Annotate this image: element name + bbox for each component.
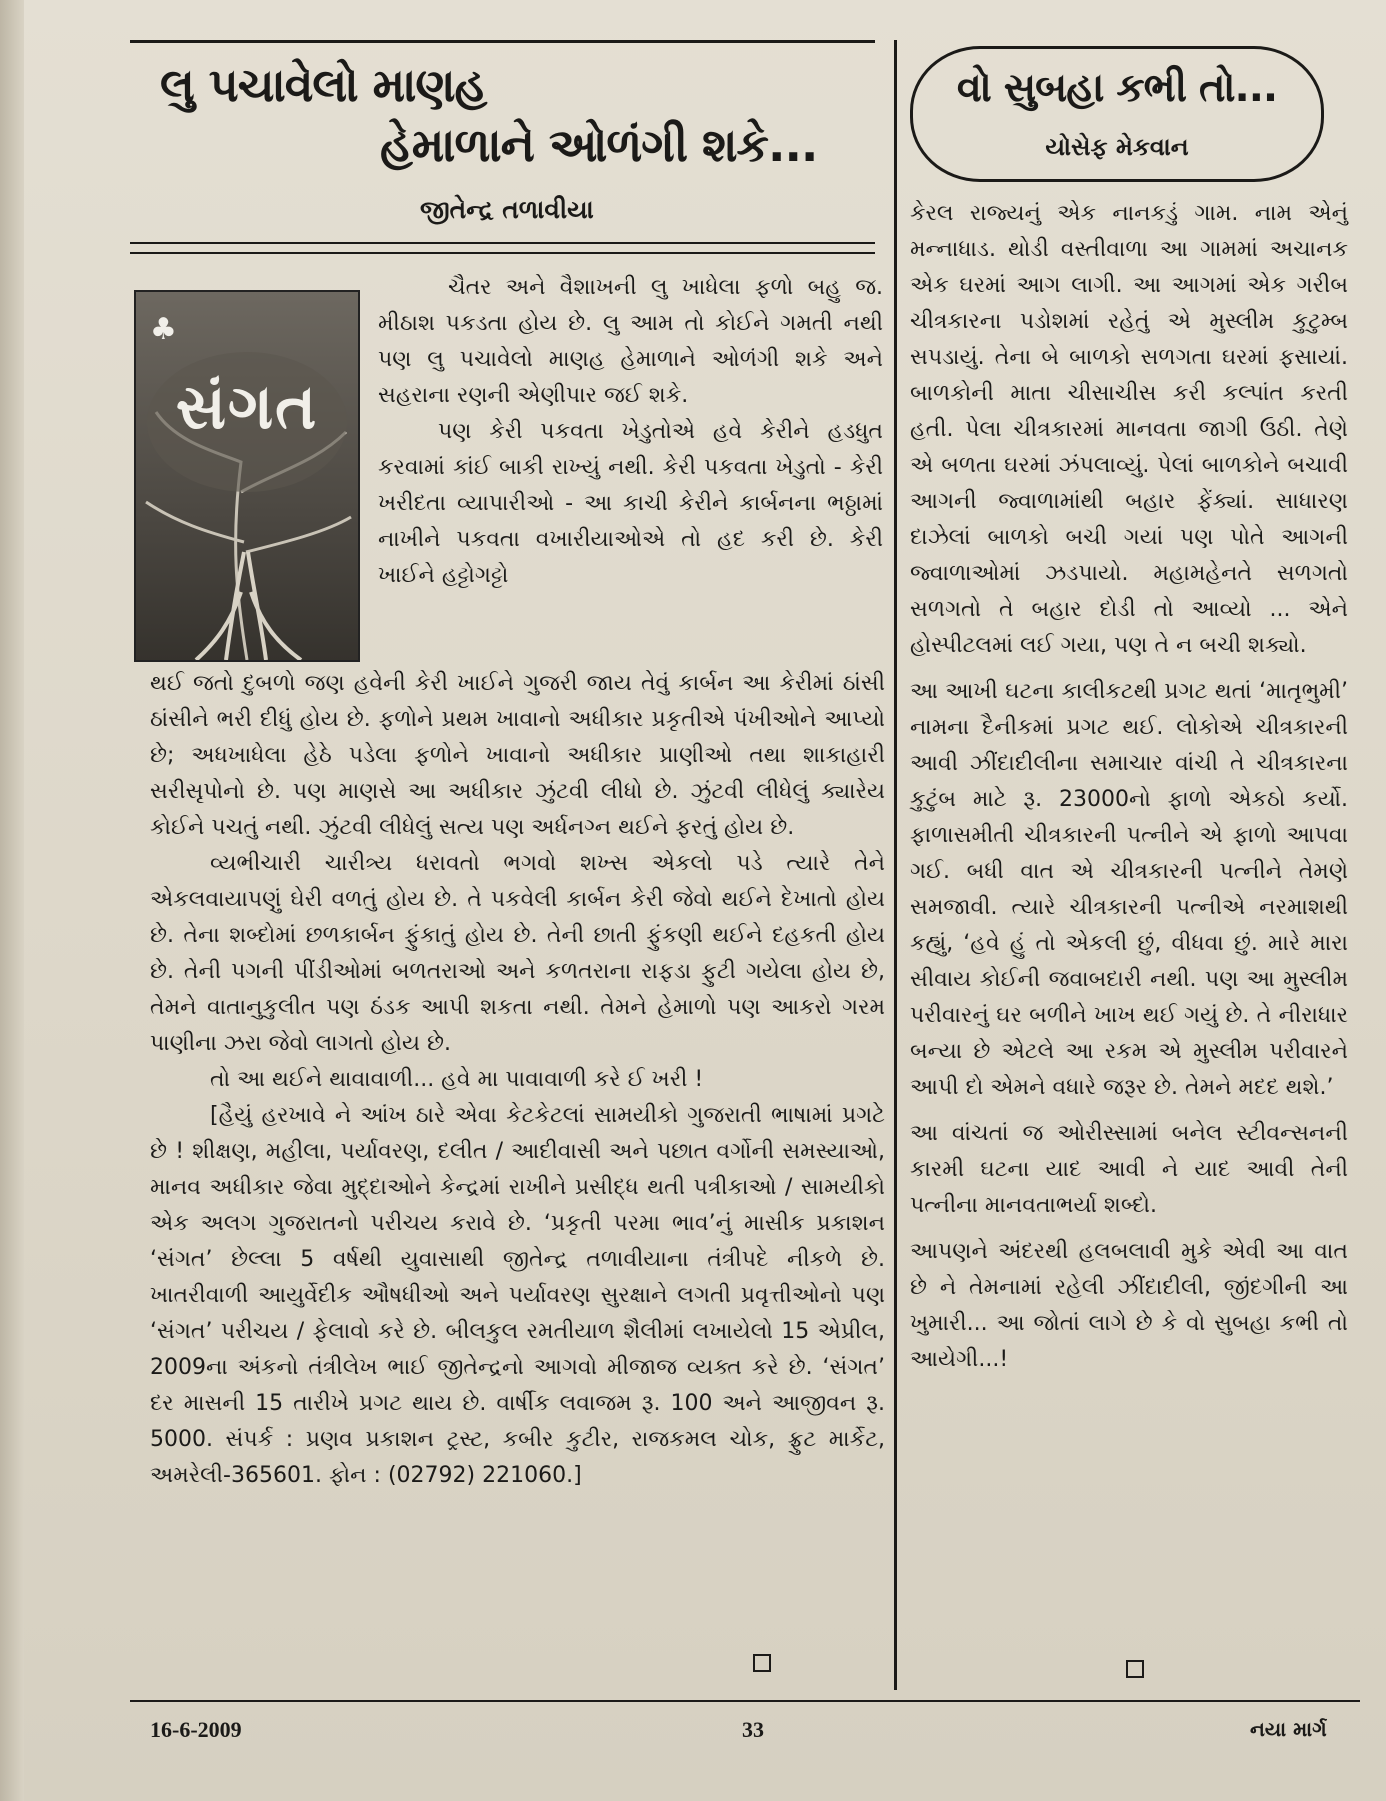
paragraph: [હૈયું હરખાવે ને આંખ ઠારે એવા કેટકેટલાં સામયીકો ગુજરાતી ભાષામાં પ્રગટે છે ! શીક્ષણ, મહીલા, પર્યાવરણ, દલીત / આદીવાસી અને પછાત વર્ગોની સમસ્યાઓ, માનવ અધીકાર જેવા મુદ્દાઓને કેન્દ્રમાં રાખીને પ્રસીદ્ધ થતી પત્રીકાઓ / સામયીકો એક અલગ ગુજરાતનો પરીચય કરાવે છે. ‘પ્રકૃતી પરમા ભાવ’નું માસીક પ્રકાશન ‘સંગત’ છેલ્લા 5 વર્ષથી યુવાસાથી જીતેન્દ્ર તળાવીયાના તંત્રીપદે નીકળે છે. ખાતરીવાળી આયુર્વેદીક ઔષધીઓ અને પર્યાવરણ સુરક્ષાને લગતી પ્રવૃત્તીઓનો પણ ‘સંગત’ પરીચય / ફેલાવો કરે છે. બીલકુલ રમતીયાળ શૈલીમાં લખાયેલો 15 એપ્રીલ, 2009ના અંકનો તંત્રીલેખ ભાઈ જીતેન્દ્રનો આગવો મીજાજ વ્યક્ત કરે છે. ‘સંગત’ દર માસની 15 તારીખે પ્રગટ થાય છે. વાર્ષીક લવાજમ રૂ. 100 અને આજીવન રૂ. 5000. સંપર્ક : પ્રણવ પ્રકાશન ટ્રસ્ટ, કબીર કુટીર, રાજકમલ ચોક, ફ્રુટ માર્કેટ, અમરેલી-365601. ફોન : (02792) 221060.]	[150, 1103, 885, 1488]
paragraph: આપણને અંદરથી હલબલાવી મુકે એવી આ વાત છે ને તેમનામાં રહેલી ઝીંદાદીલી, જીંદગીની આ ખુમારી... આ જોતાં લાગે છે કે વો સુબહા કભી તો આયેગી...!	[910, 1239, 1348, 1372]
magazine-logo-icon: ♣	[150, 312, 177, 347]
paragraph: થઈ જતો દુબળો જણ હવેની કેરી ખાઈને ગુજરી જાય તેવું કાર્બન આ કેરીમાં ઠાંસી ઠાંસીને ભરી દીધું હોય છે. ફળોને પ્રથમ ખાવાનો અધીકાર પ્રકૃતીએ પંખીઓને આપ્યો છે; અધખાધેલા હેઠે પડેલા ફળોને ખાવાનો અધીકાર પ્રાણીઓ તથા શાકાહારી સરીસૃપોનો છે. પણ માણસે આ અધીકાર ઝુંટવી લીધો છે. ઝુંટવી લીધેલું ક્યારેય કોઈને પચતું નથી. ઝુંટવી લીધેલું સત્ય પણ અર્ધનગ્ન થઈને ફરતું હોય છે.	[150, 671, 885, 840]
magazine-name: નયા માર્ગ	[1250, 1717, 1327, 1741]
byline-rule-double	[130, 252, 875, 254]
paragraph: આ આખી ઘટના કાલીકટથી પ્રગટ થતાં ‘માતૃભુમી’ નામના દૈનીકમાં પ્રગટ થઈ. લોકોએ ચીત્રકારની આવી ઝીંદાદીલીના સમાચાર વાંચી તે ચીત્રકારના કુટુંબ માટે રૂ. 23000નો ફાળો એકઠો કર્યો. ફાળાસમીતી ચીત્રકારની પત્નીને એ ફાળો આપવા ગઈ. બધી વાત એ ચીત્રકારની પત્નીને તેમણે સમજાવી. ત્યારે ચીત્રકારની પત્નીએ નરમાશથી કહ્યું, ‘હવે હું તો એકલી છું, વીધવા છું. મારે મારા સીવાય કોઈની જવાબદારી નથી. પણ આ મુસ્લીમ પરીવારનું ઘર બળીને ખાખ થઈ ગયું છે. તે નીરાધાર બન્યા છે એટલે આ રકમ એ મુસ્લીમ પરીવારને આપી દો એમને વધારે જરૂર છે. તેમને મદદ થશે.’	[910, 679, 1348, 1100]
left-byline: જીતેન્દ્ર તળાવીયા	[420, 195, 594, 224]
column-divider	[894, 40, 897, 1690]
left-article-full-text	[150, 666, 885, 1494]
left-article-top-text	[378, 270, 883, 594]
paragraph: આ વાંચતાં જ ઓરીસ્સામાં બનેલ સ્ટીવન્સનની કારમી ઘટના યાદ આવી ને યાદ આવી તેની પત્નીના માનવતાભર્યા શબ્દો.	[910, 1121, 1348, 1218]
right-article-title: વો સુબહા કભી તો...	[956, 65, 1278, 111]
paragraph: કેરલ રાજ્યનું એક નાનકડું ગામ. નામ એનું મન્નાધાડ. થોડી વસ્તીવાળા આ ગામમાં અચાનક એક ઘરમાં આગ લાગી. આ આગમાં એક ગરીબ ચીત્રકારના પડોશમાં રહેતું એ મુસ્લીમ કુટુમ્બ સપડાયું. તેના બે બાળકો સળગતા ઘરમાં ફસાયાં. બાળકોની માતા ચીસાચીસ કરી કલ્પાંત કરતી હતી. પેલા ચીત્રકારમાં માનવતા જાગી ઉઠી. તેણે એ બળતા ઘરમાં ઝંપલાવ્યું. પેલાં બાળકોને બચાવી આગની જ્વાળામાંથી બહાર ફેંક્યાં. સાધારણ દાઝેલાં બાળકો બચી ગયાં પણ પોતે આગની જ્વાળાઓમાં ઝડપાયો. મહામહેનતે સળગતો સળગતો તે બહાર દોડી તો આવ્યો ... એને હોસ્પીટલમાં લઈ ગયા, પણ તે ન બચી શક્યો.	[910, 201, 1348, 658]
left-headline-line1: લુ પચાવેલો માણહ	[160, 58, 487, 112]
page-edge	[0, 0, 24, 1801]
right-article-text	[910, 196, 1348, 1388]
magazine-cover-image	[134, 290, 360, 662]
right-title-box	[910, 46, 1324, 182]
byline-rule	[130, 242, 875, 244]
paragraph: વ્યભીચારી ચારીત્ર્ય ધરાવતો ભગવો શખ્સ એકલો પડે ત્યારે તેને એકલવાયાપણું ઘેરી વળતું હોય છે. તે પકવેલી કાર્બન કેરી જેવો થઈને દેખાતો હોય છે. તેના શબ્દોમાં છળકાર્બન ફુંકાતું હોય છે. તેની છાતી ફુંકણી થઈને દહકતી હોય છે. તેની પગની પીંડીઓમાં બળતરાઓ અને કળતરાના રાફડા ફુટી ગયેલા હોય છે, તેમને વાતાનુકુલીત પણ ઠંડક આપી શકતા નથી. તેમને હેમાળો પણ આકરો ગરમ પાણીના ઝરા જેવો લાગતો હોય છે.	[150, 851, 885, 1056]
end-mark-icon	[1126, 1660, 1144, 1678]
cover-title: સંગત	[175, 370, 319, 443]
left-headline-line2: હેમાળાને ઓળંગી શકે...	[380, 118, 818, 172]
bottom-rule	[130, 1700, 1360, 1702]
footer-date: 16-6-2009	[150, 1717, 242, 1742]
right-byline: યોસેફ મેકવાન	[1045, 133, 1189, 161]
paragraph: પણ કેરી પકવતા ખેડુતોએ હવે કેરીને હડધુત કરવામાં કાંઈ બાકી રાખ્યું નથી. કેરી પકવતા ખેડુતો - કેરી ખરીદતા વ્યાપારીઓ - આ કાચી કેરીને કાર્બનના ભઠ્ઠામાં નાખીને પકવતા વખારીયાઓએ તો હદ કરી છે. કેરી ખાઈને હટ્ટોગટ્ટો	[378, 419, 883, 588]
tree-illustration	[136, 292, 358, 660]
page-number: 33	[742, 1717, 764, 1742]
end-mark-icon	[753, 1654, 771, 1672]
top-rule	[130, 40, 875, 43]
paragraph: ચૈતર અને વૈશાખની લુ ખાધેલા ફળો બહુ જ. મીઠાશ પકડતા હોય છે. લુ આમ તો કોઈને ગમતી નથી પણ લુ પચાવેલો માણહ હેમાળાને ઓળંગી શકે અને સહરાના રણની એણીપાર જઈ શકે.	[378, 275, 883, 408]
paragraph: તો આ થઈને થાવાવાળી... હવે મા પાવાવાળી કરે ઈ ખરી !	[210, 1067, 704, 1092]
